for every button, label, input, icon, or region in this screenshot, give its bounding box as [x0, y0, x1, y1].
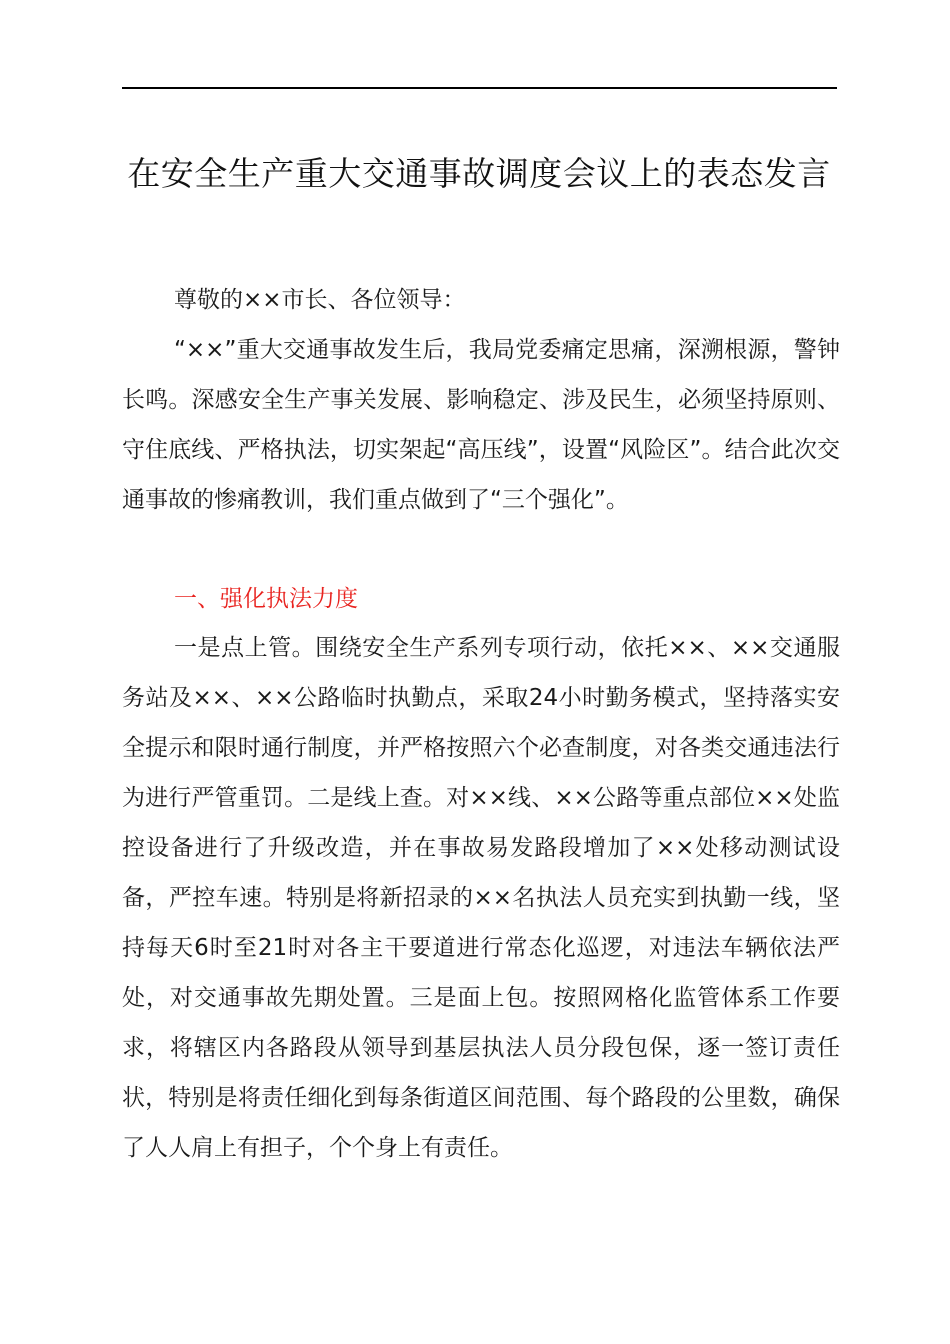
document-title: 在安全生产重大交通事故调度会议上的表态发言 — [127, 154, 831, 193]
header-rule — [122, 87, 837, 89]
salutation: 尊敬的××市长、各位领导： — [174, 287, 466, 313]
enforcement-paragraph: 一是点上管。围绕安全生产系列专项行动，依托××、××交通服务站及××、××公路临时执勤点，采取24小时勤务模式，坚持落实安全提示和限时通行制度，并严格按照六个必查制度，对各类交通违法行为进行严管重罚。二是线上查。对××线、××公路等重点部位××处监控设备进行了升级改造，并在事故易发路段增加了××处移动测试设备，严控车速。特别是将新招录的××名执法人员充实到执勤一线，坚持每天6时至21时对各主干要道进行常态化巡逻，对违法车辆依法严处，对交通事故先期处置。三是面上包。按照网格化监管体系工作要求，将辖区内各路段从领导到基层执法人员分段包保，逐一签订责任状，特别是将责任细化到每条街道区间范围、每个路段的公里数，确保了人人肩上有担子，个个身上有责任。 — [122, 635, 840, 1161]
intro-paragraph: “××”重大交通事故发生后，我局党委痛定思痛，深溯根源，警钟长鸣。深感安全生产事关发展、影响稳定、涉及民生，必须坚持原则、守住底线、严格执法，切实架起“高压线”，设置“风险区”。结合此次交通事故的惨痛教训，我们重点做到了“三个强化”。 — [122, 337, 840, 513]
section-heading: 一、强化执法力度 — [174, 586, 358, 612]
